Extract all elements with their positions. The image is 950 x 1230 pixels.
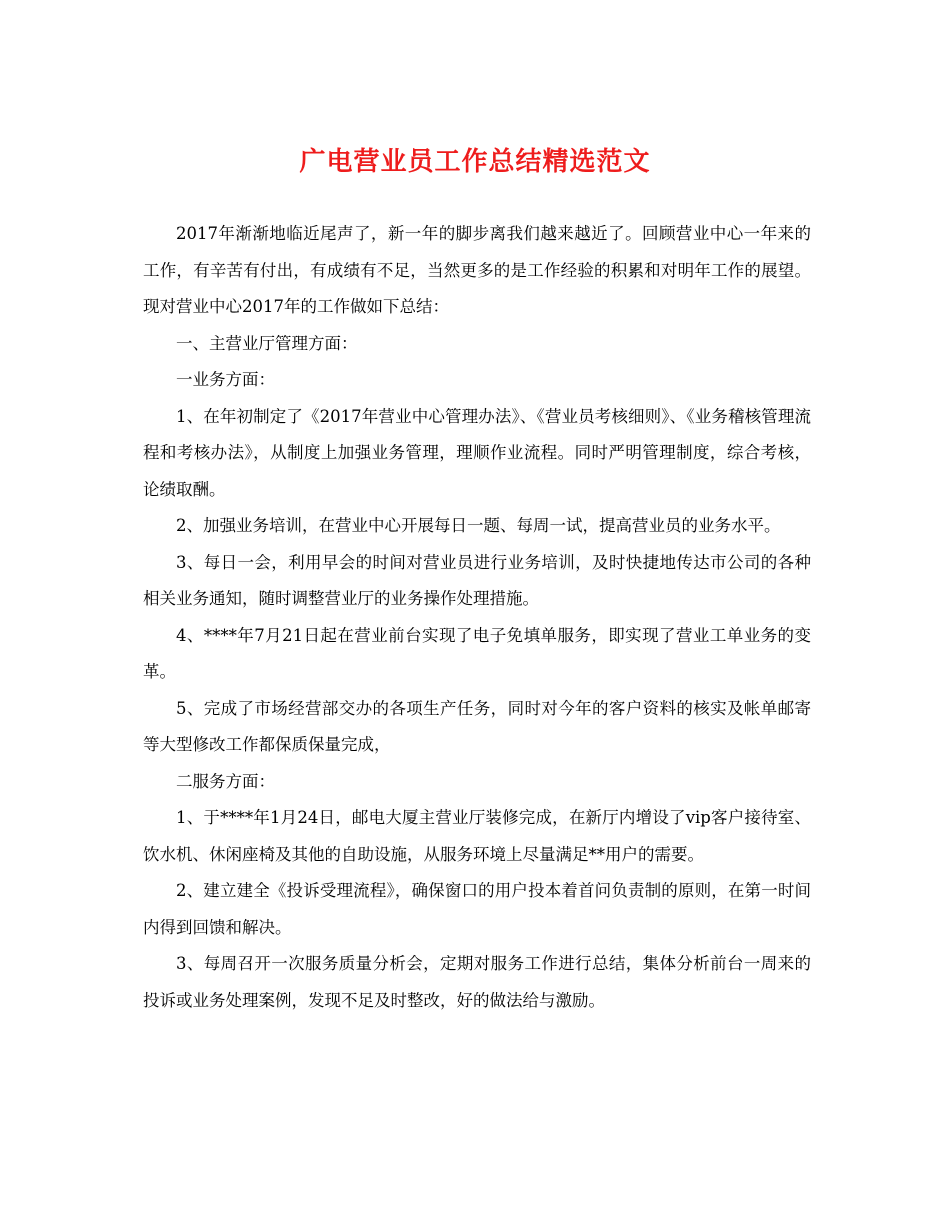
list-item-service-1: 1、于****年1月24日，邮电大厦主营业厅装修完成，在新厅内增设了vip客户接待室、饮水机、休闲座椅及其他的自助设施，从服务环境上尽量满足**用户的需要。 [143, 808, 811, 864]
section-heading-main-hall: 一、主营业厅管理方面： [176, 333, 358, 353]
list-item-business-1: 1、在年初制定了《2017年营业中心管理办法》、《营业员考核细则》、《业务稽核管理流程和考核办法》，从制度上加强业务管理，理顺作业流程。同时严明管理制度，综合考核，论绩取酬。 [143, 406, 811, 499]
list-item-business-5: 5、完成了市场经营部交办的各项生产任务，同时对今年的客户资料的核实及帐单邮寄等大型修改工作都保质保量完成， [143, 698, 811, 754]
paragraph-intro: 2017年渐渐地临近尾声了，新一年的脚步离我们越来越近了。回顾营业中心一年来的工作，有辛苦有付出，有成绩有不足，当然更多的是工作经验的积累和对明年工作的展望。现对营业中心2017年的工作做如下总结： [143, 224, 811, 316]
list-item-business-2: 2、加强业务培训，在营业中心开展每日一题、每周一试，提高营业员的业务水平。 [176, 516, 781, 535]
document-body [143, 216, 811, 1019]
list-item-business-4: 4、****年7月21日起在营业前台实现了电子免填单服务，即实现了营业工单业务的变革。 [143, 625, 811, 681]
subsection-heading-service: 二服务方面： [176, 771, 275, 791]
document-title: 广电营业员工作总结精选范文 [299, 147, 651, 177]
list-item-service-3: 3、每周召开一次服务质量分析会，定期对服务工作进行总结，集体分析前台一周来的投诉或业务处理案例，发现不足及时整改，好的做法给与激励。 [143, 954, 811, 1010]
subsection-heading-business: 一业务方面： [176, 370, 275, 389]
list-item-business-3: 3、每日一会，利用早会的时间对营业员进行业务培训，及时快捷地传达市公司的各种相关业务通知，随时调整营业厅的业务操作处理措施。 [143, 552, 811, 608]
list-item-service-2: 2、建立建全《投诉受理流程》，确保窗口的用户投本着首问负责制的原则，在第一时间内得到回馈和解决。 [143, 881, 811, 937]
